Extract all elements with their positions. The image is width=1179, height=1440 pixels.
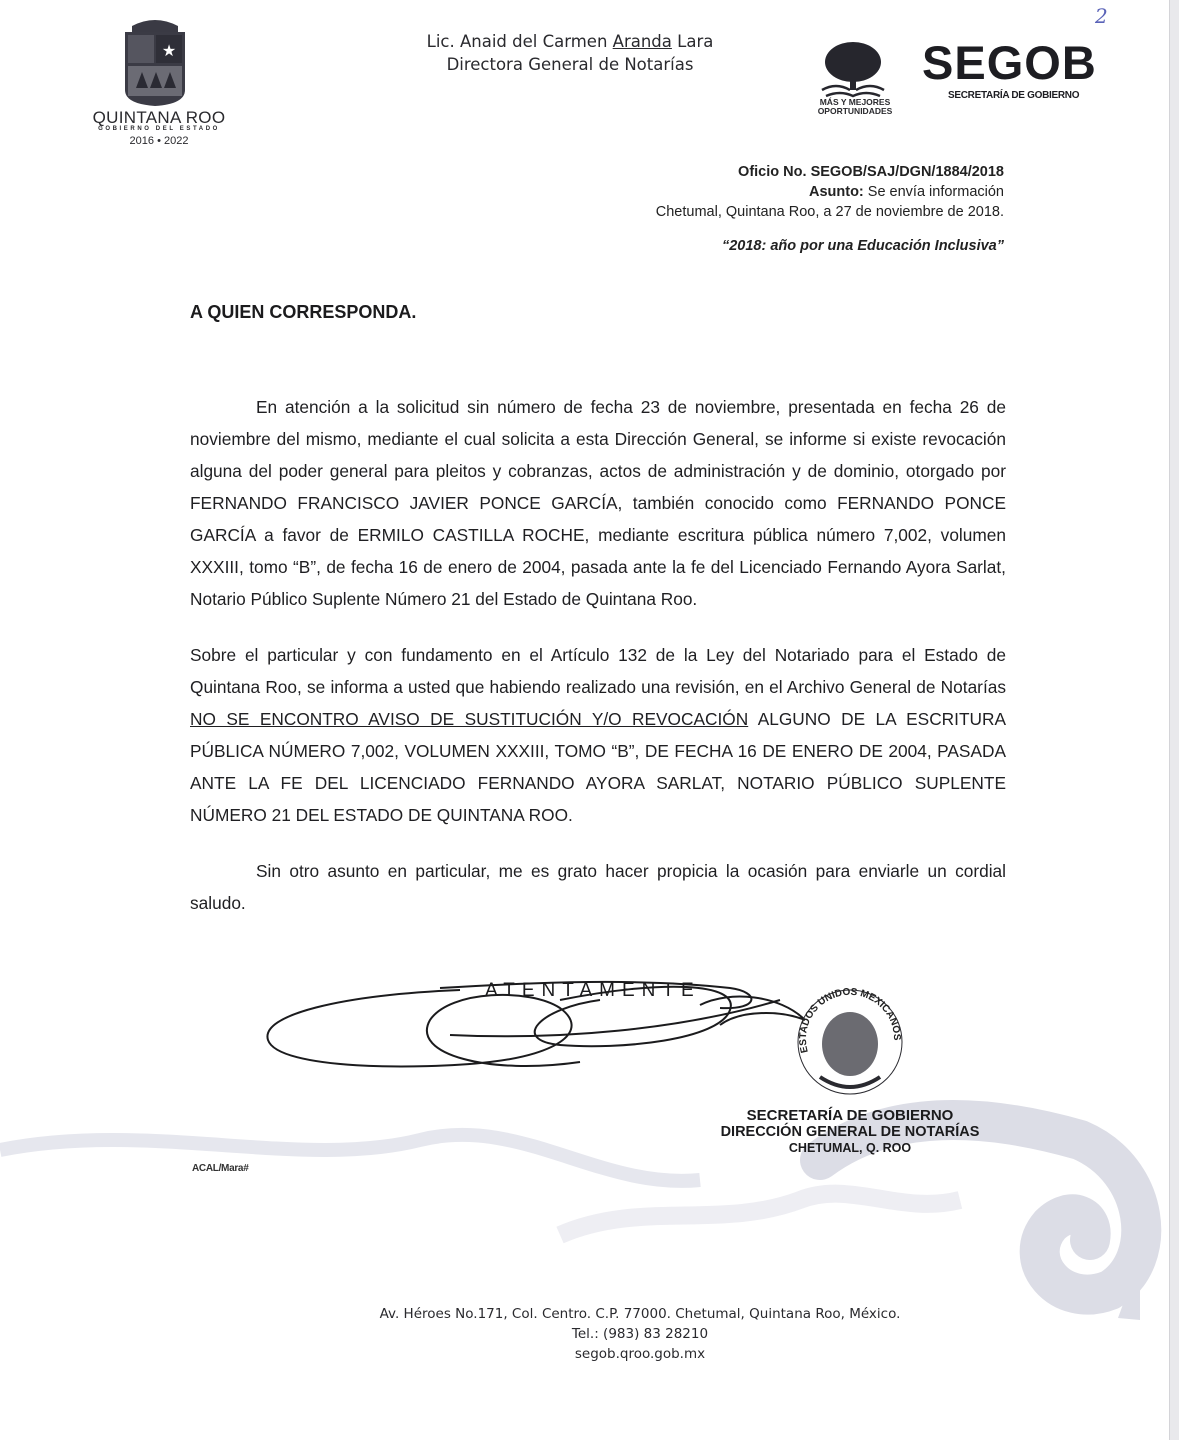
asunto-line: Asunto: Se envía información — [808, 184, 1004, 200]
segob-logo: SEGOB — [922, 36, 1097, 89]
national-seal-icon — [790, 982, 910, 1102]
signature-icon — [260, 970, 820, 1080]
page-edge — [1169, 0, 1179, 1440]
footer-phone: Tel.: (983) 83 28210 — [571, 1326, 709, 1342]
document-meta — [656, 162, 1004, 222]
svg-text:★: ★ — [161, 43, 177, 60]
quintana-roo-shield-icon — [120, 18, 190, 108]
state-years: 2016 • 2022 — [129, 135, 189, 147]
paragraph-3: Sin otro asunto en particular, me es grato hacer propicia la ocasión para enviarle un cordial saludo. — [190, 861, 1006, 913]
director-heading — [380, 30, 760, 76]
footer — [330, 1304, 950, 1364]
director-name: Lic. Anaid del Carmen Aranda Lara — [426, 32, 714, 51]
seal-text: ESTADOS UNIDOS MEXICANOS — [797, 986, 903, 1054]
tree-logo-icon — [818, 40, 888, 102]
footer-website[interactable]: segob.qroo.gob.mx — [574, 1346, 706, 1362]
signature-office: SECRETARÍA DE GOBIERNO DIRECCIÓN GENERAL DE NOTARÍAS CHETUMAL, Q. ROO — [720, 1107, 980, 1155]
place-date: Chetumal, Quintana Roo, a 27 de noviembre de 2018. — [655, 204, 1004, 220]
director-title: Directora General de Notarías — [446, 55, 694, 74]
reference-initials: ACAL/Mara# — [192, 1163, 249, 1174]
slogan: MÁS Y MEJORES OPORTUNIDADES — [817, 97, 893, 116]
motto: “2018: año por una Educación Inclusiva” — [721, 238, 1004, 254]
paragraph-1: En atención a la solicitud sin número de fecha 23 de noviembre, presentada en fecha 26 de noviembre del mismo, mediante el cual solicita a esta Dirección General, se informe si existe revocación alguna del poder general para pleitos y cobranzas, actos de administración y de dominio, otorgado por FERNANDO FRANCISCO JAVIER PONCE GARCÍA, también conocido como FERNANDO PONCE GARCÍA a favor de ERMILO CASTILLA ROCHE, mediante escritura pública número 7,002, volumen XXXIII, tomo “B”, de fecha 16 de enero de 2004, pasada ante la fe del Licenciado Fernando Ayora Sarlat, Notario Público Suplente Número 21 del Estado de Quintana Roo. — [190, 397, 1006, 609]
state-subtitle: GOBIERNO DEL ESTADO — [98, 126, 220, 132]
handwritten-mark: 2 — [1095, 4, 1108, 28]
oficio-line: Oficio No. SEGOB/SAJ/DGN/1884/2018 — [738, 164, 1004, 180]
footer-address: Av. Héroes No.171, Col. Centro. C.P. 77000. Chetumal, Quintana Roo, México. — [379, 1306, 901, 1322]
closing: ATENTAMENTE — [485, 980, 701, 1001]
finding-statement: NO SE ENCONTRO AVISO DE SUSTITUCIÓN Y/O REVOCACIÓN — [190, 709, 749, 729]
salutation: A QUIEN CORRESPONDA. — [190, 302, 417, 322]
state-name: QUINTANA ROO — [92, 108, 226, 127]
segob-subtitle: SECRETARÍA DE GOBIERNO — [948, 90, 1080, 101]
paragraph-2: Sobre el particular y con fundamento en el Artículo 132 de la Ley del Notariado para el Estado de Quintana Roo, se informa a usted que habiendo realizado una revisión, en el Archivo General de Notarías NO SE ENCONTRO AVISO DE SUSTITUCIÓN Y/O REVOCACIÓN ALGUNO DE LA ESCRITURA PÚBLICA NÚMERO 7,002, VOLUMEN XXXIII, TOMO “B”, DE FECHA 16 DE ENERO DE 2004, PASADA ANTE LA FE DEL LICENCIADO FERNANDO AYORA SARLAT, NOTARIO PÚBLICO SUPLENTE NÚMERO 21 DEL ESTADO DE QUINTANA ROO. — [190, 645, 1006, 825]
